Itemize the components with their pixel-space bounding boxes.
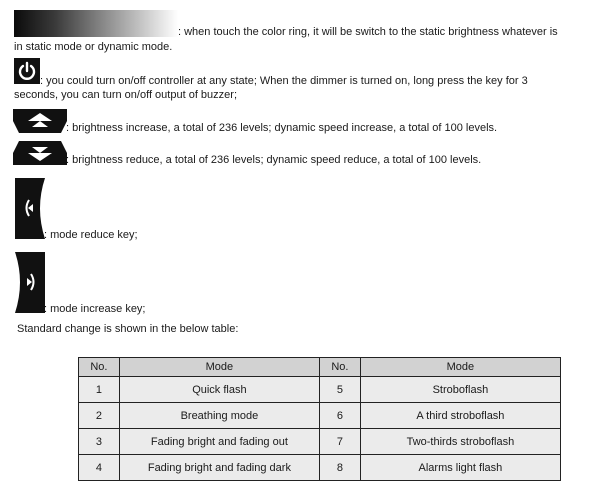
- cell-no: 3: [79, 429, 120, 455]
- color-ring-desc-line2: in static mode or dynamic mode.: [14, 41, 173, 53]
- color-ring-desc-line1: : when touch the color ring, it will be switch to the static brightness whatever is: [178, 26, 558, 38]
- cell-mode: Alarms light flash: [360, 455, 560, 481]
- cell-mode: Fading bright and fading out: [119, 429, 319, 455]
- color-ring-gradient-bar: [14, 10, 178, 37]
- cell-mode: Stroboflash: [360, 377, 560, 403]
- brightness-down-desc: : brightness reduce, a total of 236 levels; dynamic speed reduce, a total of 100 levels.: [66, 154, 482, 166]
- table-intro: Standard change is shown in the below table:: [17, 323, 239, 335]
- cell-no: 8: [319, 455, 360, 481]
- header-no-1: No.: [79, 358, 120, 377]
- cell-no: 1: [79, 377, 120, 403]
- cell-mode: A third stroboflash: [360, 403, 560, 429]
- brightness-down-icon: [13, 141, 67, 165]
- mode-increase-desc: : mode increase key;: [44, 303, 146, 315]
- cell-no: 4: [79, 455, 120, 481]
- mode-increase-icon: [15, 252, 45, 313]
- cell-mode: Quick flash: [119, 377, 319, 403]
- mode-reduce-desc: : mode reduce key;: [44, 229, 138, 241]
- table-row: [79, 377, 561, 403]
- table-row: [79, 455, 561, 481]
- cell-mode: Breathing mode: [119, 403, 319, 429]
- cell-mode: Fading bright and fading dark: [119, 455, 319, 481]
- cell-no: 5: [319, 377, 360, 403]
- power-key-desc-line2: seconds, you can turn on/off output of buzzer;: [14, 89, 237, 101]
- power-key-desc-line1: : you could turn on/off controller at any state; When the dimmer is turned on, long press the key for 3: [40, 75, 528, 87]
- mode-reduce-icon: [15, 178, 45, 239]
- table-header-row: [79, 358, 561, 377]
- cell-mode: Two-thirds stroboflash: [360, 429, 560, 455]
- brightness-up-icon: [13, 109, 67, 133]
- table-row: [79, 403, 561, 429]
- header-mode-1: Mode: [119, 358, 319, 377]
- cell-no: 7: [319, 429, 360, 455]
- header-no-2: No.: [319, 358, 360, 377]
- mode-table: [78, 357, 561, 481]
- power-icon: [14, 58, 40, 84]
- brightness-up-desc: : brightness increase, a total of 236 levels; dynamic speed increase, a total of 100 levels.: [66, 122, 498, 134]
- cell-no: 6: [319, 403, 360, 429]
- header-mode-2: Mode: [360, 358, 560, 377]
- cell-no: 2: [79, 403, 120, 429]
- table-row: [79, 429, 561, 455]
